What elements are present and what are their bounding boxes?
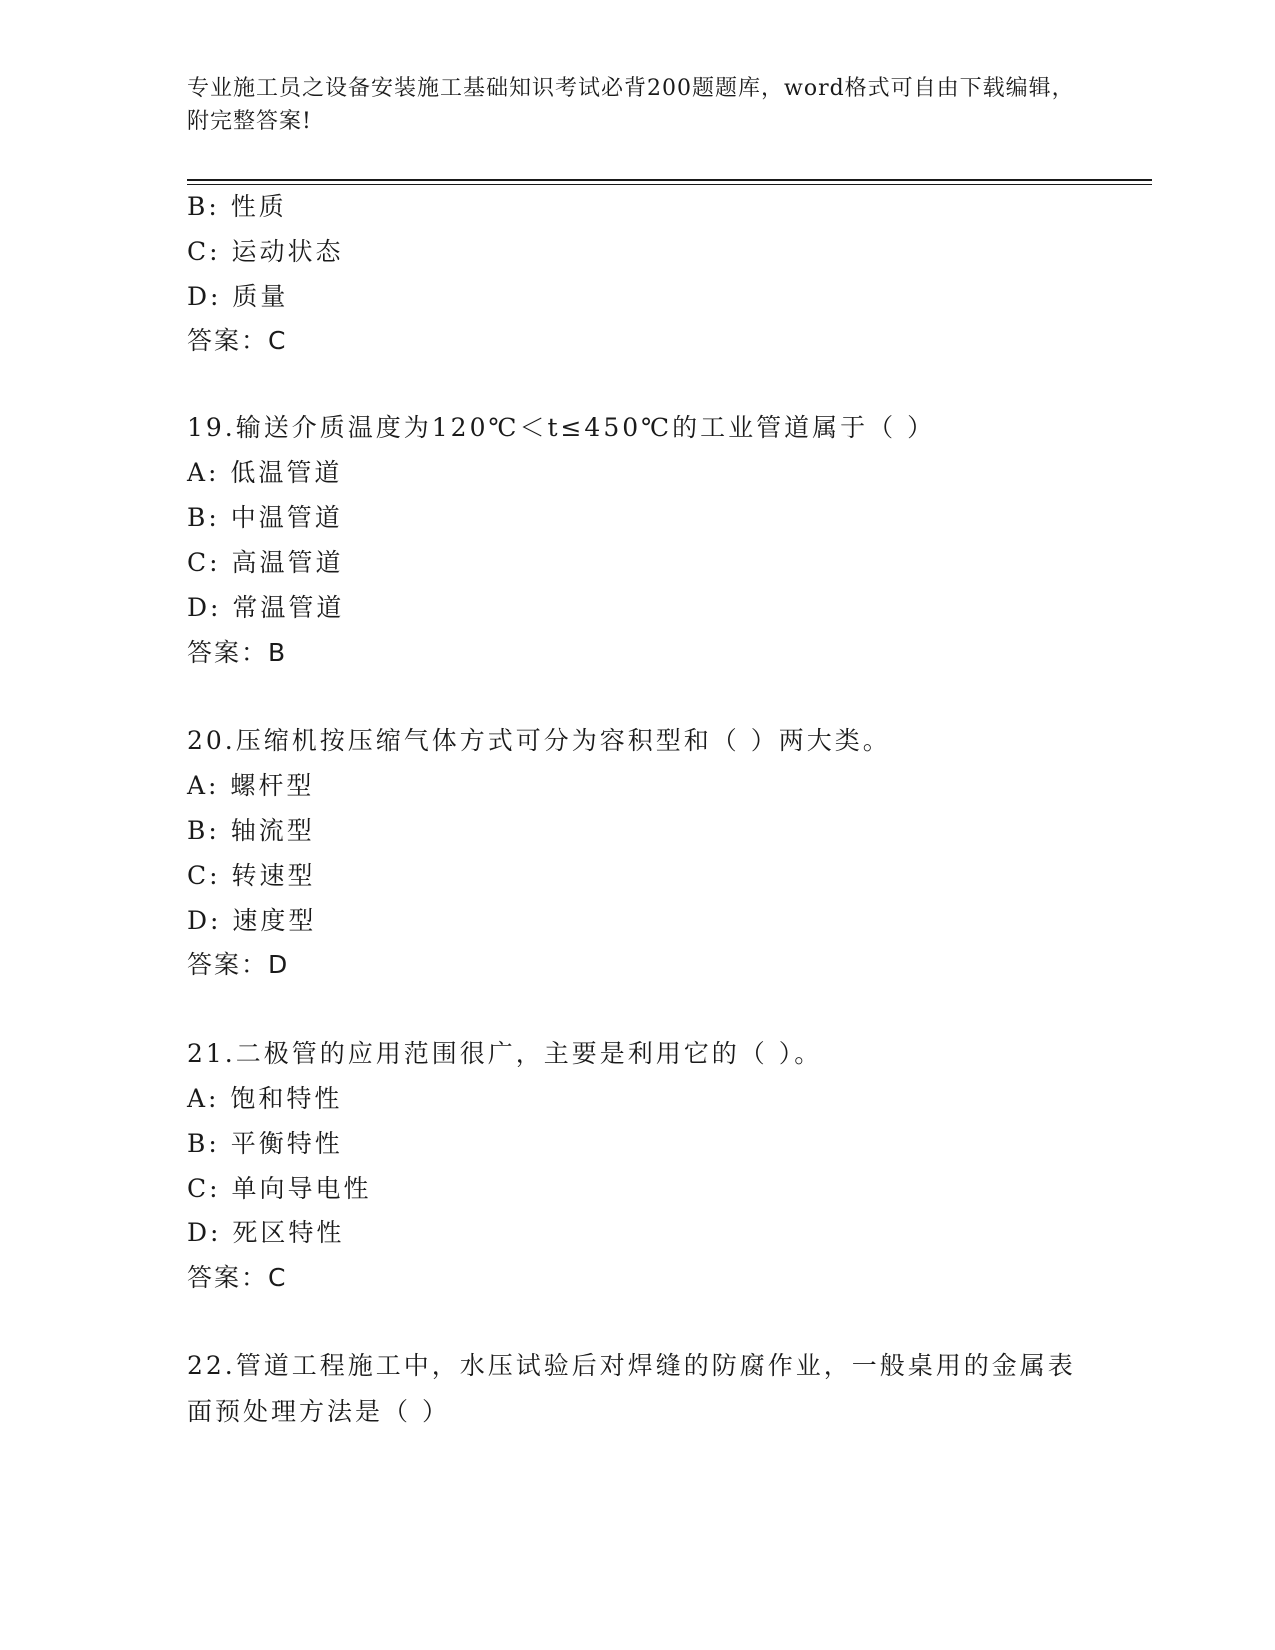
q20-option-b: B: 轴流型 (187, 816, 315, 845)
q18-option-c: C: 运动状态 (187, 237, 344, 266)
q21-option-c: C: 单向导电性 (187, 1174, 372, 1203)
q21-option-b: B: 平衡特性 (187, 1129, 343, 1158)
q19-answer: 答案：B (187, 638, 288, 667)
header-divider-thick (187, 179, 1152, 181)
q20-answer: 答案：D (187, 950, 290, 979)
q18-answer: 答案：C (187, 326, 288, 355)
q19-stem: 19.输送介质温度为120℃＜t≤450℃的工业管道属于（ ） (187, 413, 936, 442)
q19-option-b: B: 中温管道 (187, 503, 343, 532)
q20-option-d: D: 速度型 (187, 906, 317, 935)
q21-stem: 21.二极管的应用范围很广，主要是利用它的（ ）。 (187, 1039, 823, 1068)
q20-option-c: C: 转速型 (187, 861, 316, 890)
q20-option-a: A: 螺杆型 (187, 771, 315, 800)
document-header: 专业施工员之设备安装施工基础知识考试必背200题题库，word格式可自由下载编辑，附完整答案! (187, 76, 1075, 134)
q22-stem: 22.管道工程施工中，水压试验后对焊缝的防腐作业，一般桌用的金属表面预处理方法是（ ） (187, 1351, 1076, 1426)
q21-option-d: D: 死区特性 (187, 1218, 345, 1247)
q19-option-a: A: 低温管道 (187, 458, 343, 487)
q21-answer: 答案：C (187, 1263, 288, 1292)
q20-stem: 20.压缩机按压缩气体方式可分为容积型和（ ）两大类。 (187, 726, 891, 755)
q19-option-d: D: 常温管道 (187, 593, 345, 622)
q19-option-c: C: 高温管道 (187, 548, 344, 577)
q18-option-b: B: 性质 (187, 192, 287, 221)
header-divider-thin (187, 184, 1152, 185)
q18-option-d: D: 质量 (187, 282, 289, 311)
q21-option-a: A: 饱和特性 (187, 1084, 343, 1113)
